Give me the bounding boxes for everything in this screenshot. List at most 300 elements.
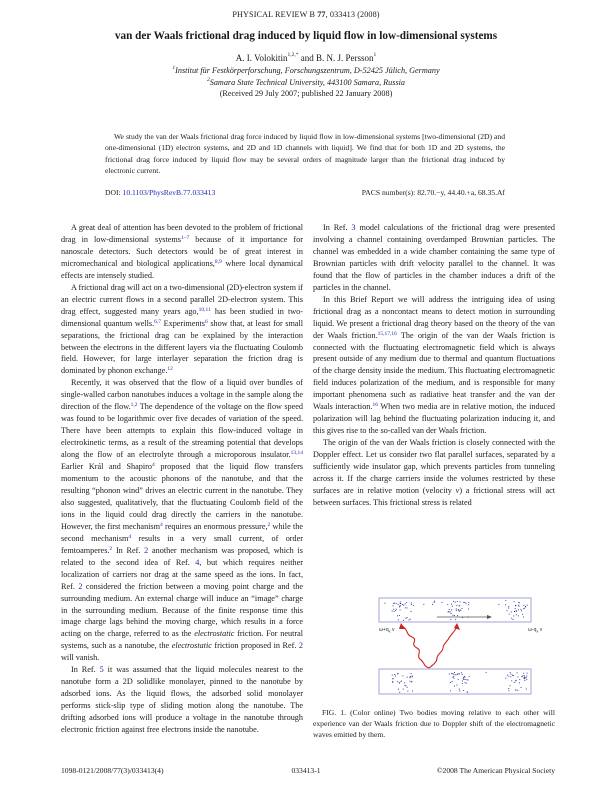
charge-dot <box>516 611 517 612</box>
charge-dot <box>462 683 463 684</box>
charge-dot <box>456 610 457 611</box>
charge-dot <box>462 608 463 609</box>
charge-dot <box>465 682 466 683</box>
charge-dot <box>468 609 469 610</box>
charge-dot <box>467 692 468 693</box>
charge-dot <box>399 692 400 693</box>
charge-dot <box>524 675 525 676</box>
text-run: Recently, it was observed that the flow of a liquid over bundles of single-walled carbon nanotubes induces a voltage in the sample along the direction of the flow. <box>61 378 303 412</box>
charge-dot <box>463 602 464 603</box>
charge-dot <box>423 604 424 605</box>
charge-dot <box>447 604 448 605</box>
charge-dot <box>403 620 404 621</box>
charge-dot <box>505 600 506 601</box>
charge-dot <box>392 611 393 612</box>
charge-dot <box>511 680 512 681</box>
charge-dot <box>405 685 406 686</box>
footer-identifier: 1098-0121/2008/77(3)/033413(4) <box>61 766 164 775</box>
charge-dot <box>515 689 516 690</box>
charge-dot <box>510 672 511 673</box>
charge-dot <box>407 617 408 618</box>
charge-dot <box>410 619 411 620</box>
citation-link[interactable]: 2 <box>109 545 113 552</box>
charge-dot <box>461 672 462 673</box>
ref-link[interactable]: 2 <box>78 581 83 591</box>
charge-dot <box>405 604 406 605</box>
text-run: show that, at least for small separations, the frictional drag can be explained by the interaction between the electrons in the different layers via the fluctuating Coulomb field. However, for large interlayer separation the friction drag is dominated by phonon exchange. <box>61 318 303 376</box>
charge-dot <box>518 615 519 616</box>
charge-dot <box>454 615 455 616</box>
charge-dot <box>451 613 452 614</box>
charge-dot <box>451 604 452 605</box>
text-run: ω+q <box>379 627 389 633</box>
charge-dot <box>456 608 457 609</box>
text-run: When two media are in relative motion, the induced polarization will lag behind the fluctuating polarization inducing it, and this gives rise to the so-called van der Waals friction. <box>313 402 556 436</box>
charge-dot <box>407 677 408 678</box>
charge-dot <box>455 602 456 603</box>
charge-dot <box>398 619 399 620</box>
charge-dot <box>518 609 519 610</box>
charge-dot <box>513 619 514 620</box>
citation-link[interactable]: 6 <box>205 318 208 325</box>
paragraph <box>313 222 555 294</box>
moving-body-plate <box>379 598 531 622</box>
charge-dot <box>452 673 453 674</box>
citation-link[interactable]: 1,2 <box>130 402 138 409</box>
text-run: where local dynamical effects are intensely studied. <box>61 258 303 280</box>
charge-dot <box>453 677 454 678</box>
author-affil-sup: 1,2, <box>287 52 296 58</box>
paragraph <box>61 664 303 736</box>
charge-dot <box>465 602 466 603</box>
charge-dot <box>516 614 517 615</box>
text-run: electrostatic <box>171 641 212 651</box>
figure-caption: FIG. 1. (Color online) Two bodies moving relative to each other will experience van der Waals friction due to Doppler shift of the electromagnetic waves emitted by them. <box>313 708 555 739</box>
charge-dot <box>400 601 401 602</box>
ref-link[interactable]: 4 <box>195 557 200 567</box>
charge-dot <box>508 688 509 689</box>
author-separator: and <box>298 53 316 63</box>
ref-link[interactable]: 2 <box>298 641 304 651</box>
text-run: The dependence of the voltage on the flow speed was found to be logarithmic over five decades of variation of the speed. There have been attempts to explain this flow-induced voltage in electrokinetic terms, as a result of the streaming potential that develops along the flow of an electrolyte through a microporous insulator. <box>61 402 303 460</box>
charge-dot <box>405 686 406 687</box>
charge-dot <box>511 618 512 619</box>
charge-dot <box>516 680 517 681</box>
text-run: ω-q <box>528 627 537 633</box>
charge-dot <box>512 675 513 676</box>
citation-link[interactable]: 8,9 <box>214 258 222 265</box>
charge-dot <box>455 674 456 675</box>
author-affil-sup: 1 <box>373 52 377 58</box>
charge-dot <box>514 682 515 683</box>
charge-dot <box>413 605 414 606</box>
charge-dot <box>516 610 517 611</box>
citation-link[interactable]: 16 <box>372 402 378 409</box>
charge-dot <box>514 611 515 612</box>
charge-dot <box>406 602 407 603</box>
charge-dot <box>515 605 516 606</box>
charge-dot <box>468 604 469 605</box>
text-run: In Ref. <box>112 545 145 555</box>
text-run: v <box>538 627 543 633</box>
paper-title: van der Waals frictional drag induced by liquid flow in low-dimensional systems <box>114 30 498 42</box>
charge-dot <box>465 679 466 680</box>
wave-arrowhead-left <box>399 623 405 629</box>
charge-dot <box>463 690 464 691</box>
charge-dot <box>394 674 395 675</box>
text-run: In this Brief Report we will address the intriguing idea of using frictional drag as a noncontact means to detect motion in surrounding liquid. We present a frictional drag theory based on the theory of the van der Waals friction. <box>313 294 555 340</box>
charge-dot <box>399 615 400 616</box>
charge-dot <box>393 605 394 606</box>
text-run: electrostatic <box>194 629 235 639</box>
charge-dot <box>505 678 506 679</box>
charge-dot <box>434 602 435 603</box>
charge-dot <box>412 691 413 692</box>
text-run: In Ref. <box>71 665 100 675</box>
figure-1 <box>313 596 555 700</box>
charge-dot <box>407 687 408 688</box>
ref-link[interactable]: 2 <box>144 545 149 555</box>
freq-label-left <box>379 627 395 634</box>
charge-dot <box>468 602 469 603</box>
charge-dot <box>396 609 397 610</box>
charge-dot <box>411 682 412 683</box>
charge-dot <box>522 614 523 615</box>
charge-dot <box>523 617 524 618</box>
author-name: A. I. Volokitin <box>235 53 288 63</box>
text-run: proposed that the liquid flow transfers momentum to the acoustic phonons of the nanotube, and that the resulting “phonon wind” drives an electric current in the nanotube. They also suggested, qualitatively, that the fluctuating Coulomb field of the ions in the liquid could drag directly the carriers in the nanotube. However, the first mechanism <box>61 462 303 531</box>
stationary-body-plate <box>379 669 531 694</box>
charge-dot <box>525 606 526 607</box>
text-run: x <box>536 628 539 634</box>
charge-dot <box>517 690 518 691</box>
citation-link[interactable]: 10,11 <box>198 306 211 313</box>
charge-dot <box>524 678 525 679</box>
charge-dot <box>410 676 411 677</box>
charge-dot <box>462 681 463 682</box>
charge-dot <box>507 675 508 676</box>
text-run: friction. For neutral systems, such as a nanotube, the <box>61 629 303 651</box>
charge-dot <box>452 681 453 682</box>
charge-dot <box>458 679 459 680</box>
charge-dot <box>451 609 452 610</box>
charge-dot <box>412 676 413 677</box>
text-run: The origin of the van der Waals friction is closely connected with the Doppler effect. Let us consider two flat parallel surfaces, separated by a sufficiently wide insulator gap, which prevents particles from tunneling across it. If the charge carriers inside the volumes restricted by these surfaces are in relative motion (velocity <box>313 438 555 495</box>
author-list <box>0 53 612 63</box>
text-run: Earlier Král and Shapiro <box>61 462 152 472</box>
paragraph <box>313 294 555 437</box>
charge-dot <box>486 672 487 673</box>
text-run: will vanish. <box>61 653 100 663</box>
affiliation-text: Samara State Technical University, 443100 Samara, Russia <box>209 78 406 87</box>
received-dates: (Received 29 July 2007; published 22 January 2008) <box>219 89 393 98</box>
text-run: another mechanism was proposed, which is related to the second idea of Ref. <box>61 545 303 567</box>
charge-dot <box>411 604 412 605</box>
text-run: requires an enormous pressure, <box>162 521 268 531</box>
charge-dot <box>400 605 401 606</box>
affiliation-number: 1 <box>172 65 176 71</box>
charge-dot <box>510 676 511 677</box>
ref-link[interactable]: 3 <box>351 223 356 232</box>
charge-dot <box>394 603 395 604</box>
charge-dot <box>410 677 411 678</box>
journal-volume: 77 <box>317 10 326 19</box>
affiliation <box>0 78 612 87</box>
text-run: A great deal of attention has been devoted to the problem of frictional drag in low-dimensional systems <box>61 223 303 244</box>
charge-dot <box>399 682 400 683</box>
charge-dot <box>432 604 433 605</box>
citation-link[interactable]: 1–7 <box>180 234 190 241</box>
charge-dot <box>393 609 394 610</box>
charge-dot <box>398 689 399 690</box>
paragraph <box>61 222 303 282</box>
charge-dot <box>519 602 520 603</box>
charge-dot <box>403 689 404 690</box>
citation-link[interactable]: 2 <box>267 521 271 528</box>
charge-dot <box>457 615 458 616</box>
citation-link[interactable]: 4 <box>160 521 163 528</box>
charge-dot <box>527 605 528 606</box>
charge-dot <box>457 674 458 675</box>
charge-dot <box>505 604 506 605</box>
charge-dot <box>410 681 411 682</box>
charge-dot <box>498 604 499 605</box>
charge-dot <box>400 603 401 604</box>
charge-dot <box>451 673 452 674</box>
body-column-left <box>61 222 303 736</box>
text-run: results in a very small current, of order femtoamperes. <box>61 533 303 555</box>
charge-dot <box>395 676 396 677</box>
charge-dot <box>397 673 398 674</box>
charge-dot <box>521 676 522 677</box>
charge-dot <box>469 676 470 677</box>
journal-citation: , 033413 (2008) <box>325 10 380 19</box>
charge-dot <box>521 610 522 611</box>
charge-dot <box>409 620 410 621</box>
abstract: We study the van der Waals frictional drag force induced by liquid flow in low-dimensional systems [two-dimensional (2D) and one-dimensional (1D) electron systems, and 2D and 1D channels with liquid]. We find that for both 1D and 2D systems, the frictional drag force induced by liquid flow may be several orders of magnitude larger than the frictional drag induced by electronic current. <box>105 132 505 175</box>
charge-dot <box>515 681 516 682</box>
citation-link[interactable]: 13,14 <box>290 450 303 457</box>
charge-dot <box>513 616 514 617</box>
charge-dot <box>459 606 460 607</box>
charge-dot <box>398 604 399 605</box>
doppler-friction-diagram <box>313 596 555 700</box>
citation-link[interactable]: 4 <box>128 533 132 540</box>
text-run: while the second mechanism <box>61 521 303 543</box>
doi-link[interactable]: 10.1103/PhysRevB.77.033413 <box>122 188 216 197</box>
charge-dot <box>405 607 406 608</box>
charge-dot <box>459 689 460 690</box>
charge-dot <box>454 672 455 673</box>
text-run: friction proposed in Ref. <box>211 641 299 651</box>
affiliation-text: Institut für Festkörperforschung, Forschungszentrum, D-52425 Jülich, Germany <box>175 66 440 75</box>
charge-dot <box>507 610 508 611</box>
author-name: B. N. J. Persson <box>315 53 374 63</box>
charge-dot <box>453 615 454 616</box>
charge-dot <box>460 601 461 602</box>
charge-dot <box>394 611 395 612</box>
charge-dot <box>434 601 435 602</box>
charge-dot <box>508 606 509 607</box>
charge-dot <box>411 673 412 674</box>
charge-dot <box>523 673 524 674</box>
citation-link[interactable]: 12 <box>167 366 173 373</box>
charge-dot <box>454 674 455 675</box>
citation-link[interactable]: 4 <box>151 462 155 469</box>
charge-dot <box>524 677 525 678</box>
page-number: 033413-1 <box>291 766 321 775</box>
corresponding-author-link[interactable]: * <box>295 52 299 58</box>
affiliation <box>0 66 612 75</box>
affiliation-number: 2 <box>206 77 210 83</box>
freq-label-right <box>528 627 543 634</box>
charge-dot <box>411 603 412 604</box>
text-run: , but which requires neither localization of carriers nor drag at the same speed as the ions. In fact, Ref. <box>61 557 303 591</box>
journal-name: PHYSICAL REVIEW B <box>232 10 318 19</box>
charge-dot <box>513 675 514 676</box>
charge-dot <box>400 610 401 611</box>
charge-dot <box>392 682 393 683</box>
charge-dot <box>526 676 527 677</box>
charge-dot <box>402 604 403 605</box>
charge-dot <box>457 685 458 686</box>
doi-pacs-line <box>105 188 505 197</box>
velocity-label: v <box>458 608 461 614</box>
charge-dot <box>396 603 397 604</box>
charge-dot <box>450 611 451 612</box>
charge-dot <box>450 682 451 683</box>
charge-dot <box>527 673 528 674</box>
charge-dot <box>404 682 405 683</box>
charge-dot <box>508 676 509 677</box>
charge-dot <box>455 619 456 620</box>
charge-dot <box>454 686 455 687</box>
charge-dot <box>411 611 412 612</box>
charge-dot <box>449 674 450 675</box>
wave-arrowhead-right <box>454 623 460 630</box>
charge-dot <box>514 601 515 602</box>
charge-dot <box>453 601 454 602</box>
charge-dot <box>517 672 518 673</box>
charge-dot <box>523 605 524 606</box>
journal-header <box>0 10 612 19</box>
doi-label: DOI: <box>105 188 123 197</box>
ref-link[interactable]: 5 <box>99 665 104 675</box>
charge-dot <box>393 678 394 679</box>
text-run: it was assumed that the liquid molecules nearest to the nanotube form a 2D solidlike monolayer, pinned to the nanotube by adsorbed ions. As the liquid flows, the adsorbed solid monolayer performs stick-slip type of sliding motion along the nanotube. The drifting adsorbed ions will produce a voltage in the nanotube through electronic friction against free electrons inside the nanotube. <box>61 665 303 735</box>
charge-dot <box>385 603 386 604</box>
text-run: In Ref. <box>323 223 352 232</box>
charge-dot <box>392 681 393 682</box>
charge-dot <box>508 608 509 609</box>
citation-link[interactable]: 15,17,16 <box>377 330 397 337</box>
charge-dot <box>401 681 402 682</box>
charge-dot <box>526 679 527 680</box>
charge-dot <box>468 680 469 681</box>
charge-dot <box>524 678 525 679</box>
text-run: ) a frictional stress will act between surfaces. This frictional stress is related <box>313 485 556 507</box>
charge-dot <box>442 602 443 603</box>
charge-dot <box>511 674 512 675</box>
charge-dot <box>412 675 413 676</box>
charge-dot <box>509 614 510 615</box>
charge-dot <box>464 677 465 678</box>
charge-dot <box>449 609 450 610</box>
charge-dot <box>448 612 449 613</box>
charge-dot <box>393 603 394 604</box>
citation-link[interactable]: 6,7 <box>154 318 162 325</box>
charge-dot <box>509 690 510 691</box>
charge-dot <box>452 606 453 607</box>
charge-dot <box>395 610 396 611</box>
body-column-right <box>313 222 555 509</box>
em-wave-left <box>402 626 429 668</box>
charge-dot <box>524 680 525 681</box>
paragraph <box>61 377 303 664</box>
charge-dot <box>463 677 464 678</box>
charge-dot <box>520 609 521 610</box>
plate-outline <box>379 598 531 622</box>
charge-dot <box>463 678 464 679</box>
charge-dot <box>453 676 454 677</box>
text-run: v <box>390 627 395 633</box>
charge-dot <box>407 608 408 609</box>
text-run: The origin of the van der Waals friction is connected with the fluctuating electromagnetic field which is always present outside of any medium due to thermal and quantum fluctuations of the charge density inside the medium. This fluctuating electromagnetic field induces polarization of the medium, and is responsible for many important phenomena such as radiative heat transfer and the van der Waals interaction. <box>313 330 555 412</box>
charge-dot <box>515 608 516 609</box>
charge-dot <box>523 608 524 609</box>
charge-dot <box>511 612 512 613</box>
charge-dot <box>467 679 468 680</box>
text-run: v <box>455 485 460 495</box>
charge-dot <box>397 615 398 616</box>
em-wave-right <box>429 626 457 668</box>
charge-dot <box>519 606 520 607</box>
charge-dot <box>405 618 406 619</box>
charge-dot <box>460 610 461 611</box>
charge-dot <box>510 685 511 686</box>
charge-dot <box>462 674 463 675</box>
charge-dot <box>459 673 460 674</box>
charge-dot <box>450 690 451 691</box>
charge-dot <box>518 677 519 678</box>
text-run: x <box>388 628 391 634</box>
charge-dot <box>457 601 458 602</box>
text-run: Experiments <box>161 318 205 328</box>
charge-dot <box>526 689 527 690</box>
charge-dot <box>526 677 527 678</box>
charge-dot <box>466 603 467 604</box>
pacs-numbers: PACS number(s): 82.70.−y, 44.40.+a, 68.35.Af <box>361 188 505 197</box>
text-run: considered the friction between a moving point charge and the surrounding medium. An external charge will induce an “image” charge in the surrounding medium. Because of the finite response time this image charge lags behind the moving charge, which results in a force acting on the charge, referred to as the <box>61 581 303 639</box>
charge-dot <box>397 681 398 682</box>
charge-dot <box>403 605 404 606</box>
text-run: model calculations of the frictional drag were presented involving a channel containing overdamped Brownian particles. The channel was embedded in a wide chamber containing the same type of Brownian particles with drift velocity parallel to the channel. It was found that the flow of particles in the chamber induces a drift of the particles in the channel. <box>313 223 555 292</box>
charge-dot <box>519 679 520 680</box>
charge-dot <box>463 679 464 680</box>
charge-dot <box>402 675 403 676</box>
paragraph <box>61 282 303 378</box>
charge-dot <box>407 691 408 692</box>
charge-dot <box>459 690 460 691</box>
charge-dot <box>525 678 526 679</box>
copyright: ©2008 The American Physical Society <box>436 766 555 775</box>
text-run: because of it importance for nanoscale detectors. Such detectors would be of great interest in micromechanical and biological applications, <box>61 234 303 268</box>
charge-dot <box>454 678 455 679</box>
charge-dot <box>456 605 457 606</box>
charge-dot <box>464 676 465 677</box>
text-run: has been studied in two-dimensional quantum wells. <box>61 306 303 328</box>
text-run: A frictional drag will act on a two-dimensional (2D)-electron system if an electric current flows in a second parallel 2D-electron system. This drag effect, suggested many years ago, <box>61 282 303 316</box>
